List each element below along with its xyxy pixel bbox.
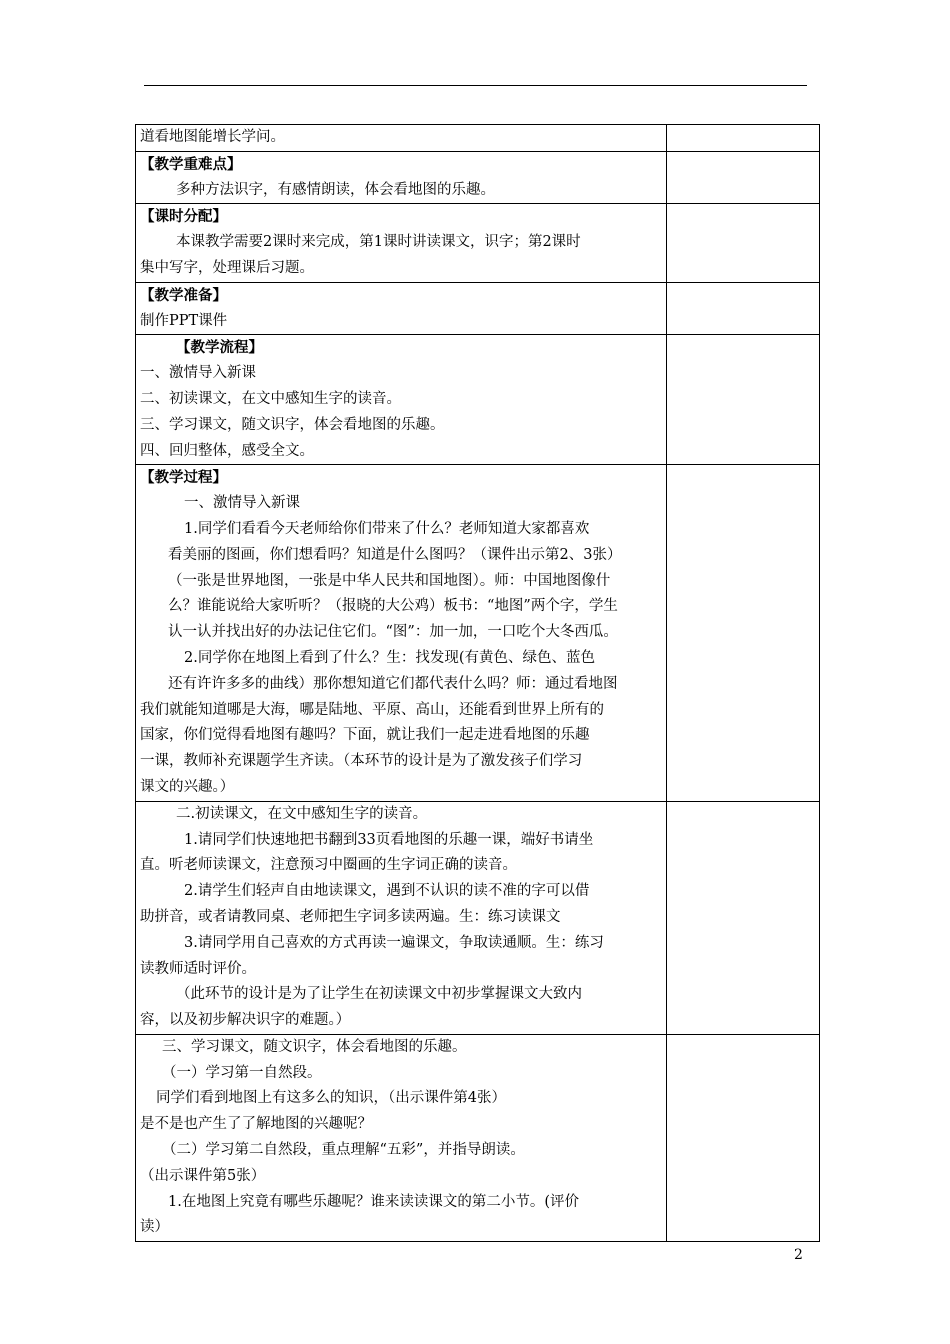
notes-cell (667, 801, 820, 1034)
text-line: 三、学习课文，随文识字，体会看地图的乐趣。 (140, 416, 445, 433)
text-line: 么？谁能说给大家听听？（报晓的大公鸡）板书：“地图”两个字，学生 (168, 598, 618, 615)
text-line: 1.同学们看看今天老师给你们带来了什么？老师知道大家都喜欢 (184, 520, 590, 537)
text-line: 一、激情导入新课 (140, 365, 256, 382)
text-line: 课文的兴趣。） (140, 778, 235, 795)
table-row (136, 204, 820, 282)
text-line: 本课教学需要2课时来完成，第1课时讲读课文，识字；第2课时 (176, 234, 581, 251)
text-line: 同学们看到地图上有这多么的知识，（出示课件第4张） (156, 1090, 506, 1107)
table-row (136, 335, 820, 465)
text-line: 多种方法识字，有感情朗读，体会看地图的乐趣。 (176, 181, 495, 198)
content-cell (136, 801, 667, 1034)
text-line: 2.同学你在地图上看到了什么？生：找发现(有黄色、绿色、蓝色 (184, 649, 595, 666)
content-cell (136, 204, 667, 282)
text-line: 看美丽的图画，你们想看吗？知道是什么图吗？（课件出示第2、3张） (168, 546, 622, 563)
text-line: （出示课件第5张） (140, 1167, 266, 1184)
text-line: 一、激情导入新课 (184, 495, 300, 512)
text-line: 还有许许多多的曲线）那你想知道它们都代表什么吗？师：通过看地图 (168, 675, 618, 692)
content-cell (136, 151, 667, 204)
text-line: 二、初读课文，在文中感知生字的读音。 (140, 390, 401, 407)
table-row (136, 801, 820, 1034)
page-number: 2 (794, 1247, 803, 1263)
text-line: 我们就能知道哪是大海，哪是陆地、平原、高山，还能看到世界上所有的 (140, 701, 604, 718)
table-row (136, 151, 820, 204)
text-line: 读教师适时评价。 (140, 960, 256, 977)
text-line: 道看地图能增长学问。 (140, 129, 285, 145)
text-line: 读） (140, 1219, 169, 1236)
text-line: 集中写字，处理课后习题。 (140, 259, 314, 276)
lesson-plan-table (135, 124, 820, 1242)
text-line: 四、回归整体，感受全文。 (140, 442, 314, 459)
text-line: 2.请学生们轻声自由地读课文，遇到不认识的读不准的字可以借 (184, 883, 590, 900)
text-line: （此环节的设计是为了让学生在初读课文中初步掌握课文大致内 (176, 986, 582, 1003)
content-cell (136, 335, 667, 465)
section-heading: 【教学过程】 (140, 469, 227, 487)
text-line: 3.请同学用自己喜欢的方式再读一遍课文，争取读通顺。生：练习 (184, 934, 604, 951)
section-heading: 【教学重难点】 (140, 155, 242, 173)
text-line: 三、学习课文，随文识字，体会看地图的乐趣。 (162, 1038, 467, 1055)
text-line: 制作PPT课件 (140, 312, 228, 329)
notes-cell (667, 151, 820, 204)
text-line: 直。听老师读课文，注意预习中圈画的生字词正确的读音。 (140, 857, 517, 874)
content-cell (136, 1034, 667, 1241)
notes-cell (667, 282, 820, 335)
text-line: 1.请同学们快速地把书翻到33页看地图的乐趣一课，端好书请坐 (184, 831, 594, 848)
section-heading: 【课时分配】 (140, 208, 227, 226)
text-line: 国家，你们觉得看地图有趣吗？下面，就让我们一起走进看地图的乐趣 (140, 727, 590, 744)
table-row (136, 125, 820, 152)
text-line: 认一认并找出好的办法记住它们。“图”：加一加，一口吃个大冬西瓜。 (168, 624, 618, 641)
content-cell (136, 125, 667, 152)
text-line: （一张是世界地图，一张是中华人民共和国地图）。师：中国地图像什 (168, 572, 611, 589)
header-rule (144, 85, 807, 86)
section-heading: 【教学流程】 (176, 339, 263, 357)
table-row (136, 1034, 820, 1241)
text-line: 容，以及初步解决识字的难题。） (140, 1012, 351, 1029)
table-row (136, 282, 820, 335)
text-line: 一课，教师补充课题学生齐读。（本环节的设计是为了激发孩子们学习 (140, 753, 583, 770)
text-line: 二.初读课文，在文中感知生字的读音。 (176, 805, 428, 822)
text-line: 1.在地图上究竟有哪些乐趣呢？谁来读读课文的第二小节。(评价 (168, 1193, 579, 1210)
text-line: 助拼音，或者请教同桌、老师把生字词多读两遍。生：练习读课文 (140, 908, 561, 925)
content-cell (136, 282, 667, 335)
table-row (136, 465, 820, 801)
notes-cell (667, 125, 820, 152)
notes-cell (667, 335, 820, 465)
text-line: 是不是也产生了了解地图的兴趣呢？ (140, 1116, 372, 1133)
notes-cell (667, 204, 820, 282)
content-cell (136, 465, 667, 801)
text-line: （二）学习第二自然段，重点理解“五彩”，并指导朗读。 (162, 1142, 525, 1159)
text-line: （一）学习第一自然段。 (162, 1064, 322, 1081)
section-heading: 【教学准备】 (140, 286, 227, 304)
notes-cell (667, 1034, 820, 1241)
notes-cell (667, 465, 820, 801)
